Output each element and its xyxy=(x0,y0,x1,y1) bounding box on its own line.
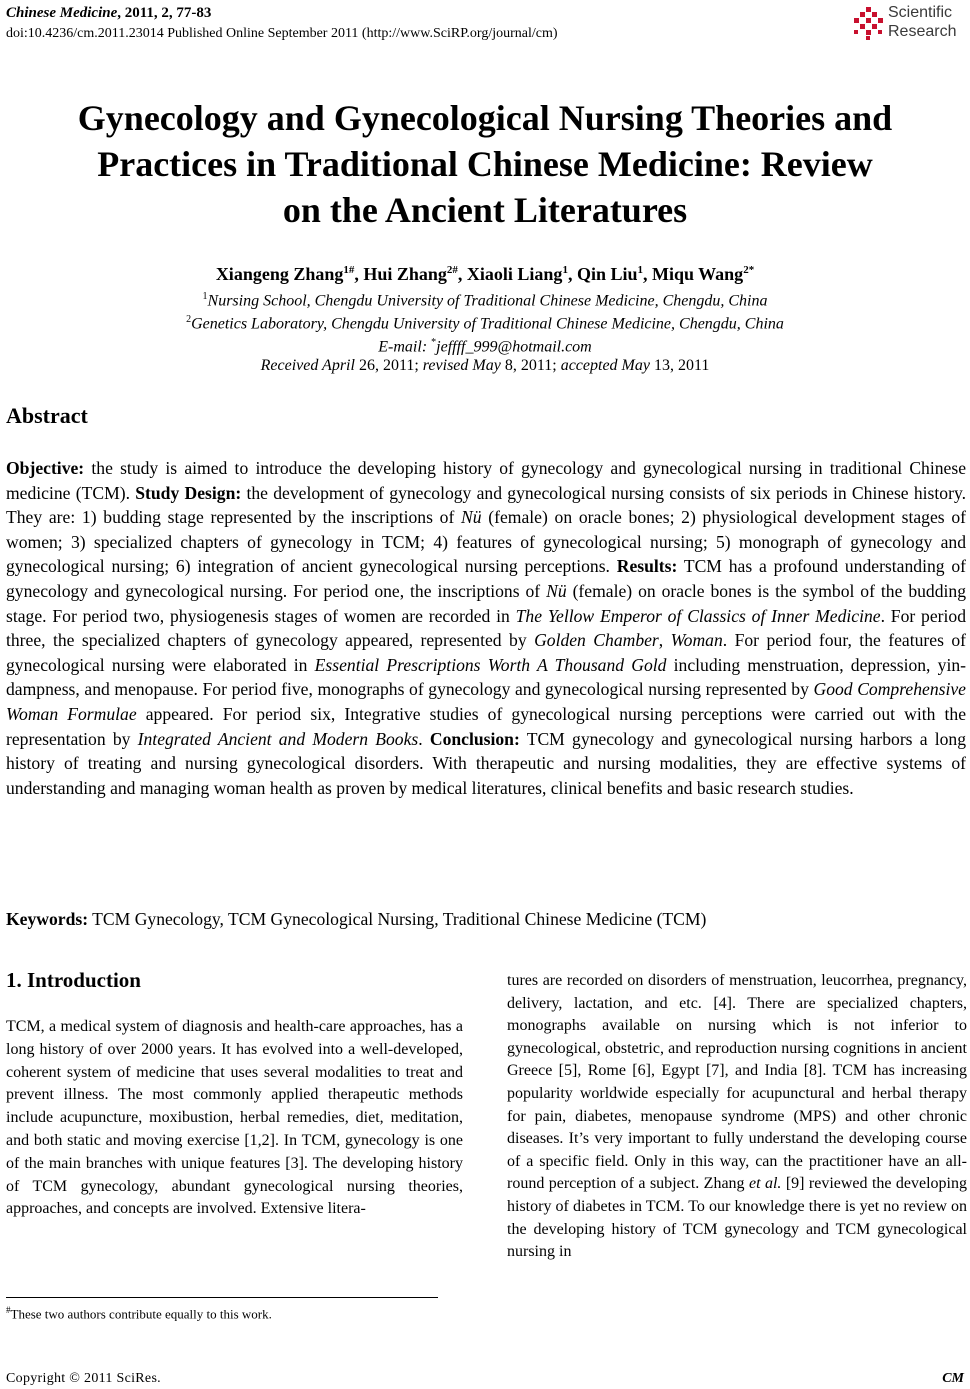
author-name: Xiangeng Zhang xyxy=(215,264,344,284)
volume-pages: , 2011, 2, 77-83 xyxy=(117,5,212,21)
received-dates: Received April 26, 2011; revised May 8, 2011; accepted May 13, 2011 xyxy=(260,357,710,374)
paper-title xyxy=(0,95,970,233)
author-sup: 1# xyxy=(343,264,355,276)
email-address[interactable]: jeffff_999@hotmail.com xyxy=(436,338,592,356)
author-name: Xiaoli Liang xyxy=(466,264,563,284)
footnote: #These two authors contribute equally to this work. xyxy=(6,1305,272,1322)
doi-line: doi:10.4236/cm.2011.23014 Published Online September 2011 (http://www.SciRP.org/journal/cm) xyxy=(6,26,558,41)
objective-label: Objective: xyxy=(6,458,85,478)
footnote-rule xyxy=(6,1297,438,1298)
affiliation-1: $^1$Nursing School, Chengdu University of Traditional Chinese Medicine, Chengdu, China xyxy=(202,291,768,310)
title-line-2: Practices in Traditional Chinese Medicine: Review xyxy=(97,144,873,184)
intro-right-column: tures are recorded on disorders of menstruation, leucorrhea, pregnancy, delivery, lactation, and etc. [4]. There are specialized chapters, monographs available on nursing which is not inferior to gynecological, obstetric, and reproduction nursing cognitions in ancient Greece [5], Rome [6], Egypt [7], and India [8]. TCM has increasing popularity worldwide especially for acupunctural and herbal therapy for pain, diabetes, menopause syndrome (MPS) and other chronic diseases. It’s very important to fully understand the developing course of a specific field. Only in this way, can the practitioner have an all-round perception of a subject. Zhang et al. [9] reviewed the developing history of diabetes in TCM. To our knowledge there is yet no review on the developing history of TCM gynecology and TCM gynecological nursing in xyxy=(507,972,968,1261)
email-line: E-mail: *jeffff_999@hotmail.com xyxy=(378,337,592,356)
title-line-1: Gynecology and Gynecological Nursing Theories and xyxy=(77,98,893,138)
journal-abbr-footer: CM xyxy=(942,1371,964,1386)
logo-line-2: Research xyxy=(888,23,957,40)
copyright-footer: Copyright © 2011 SciRes. xyxy=(6,1371,161,1386)
author-sup: 1 xyxy=(562,264,568,276)
author-sup: 2# xyxy=(446,264,458,276)
author-name: Qin Liu xyxy=(576,264,638,284)
author-sup: 1 xyxy=(637,264,643,276)
scientific-research-logo-icon xyxy=(852,7,886,41)
section-heading-introduction: 1. Introduction xyxy=(6,968,141,992)
keywords-label: Keywords: xyxy=(6,909,89,929)
design-label: Study Design: xyxy=(135,482,242,503)
author-list: Xiangeng Zhang$^{1\#}$, Hui Zhang$^{2\#}$, Xiaoli Liang$^1$, Qin Liu$^1$, Miqu Wang$^{2*}$ xyxy=(215,264,755,284)
abstract-body: Objective: the study is aimed to introduce the developing history of gynecology and gynecological nursing in traditional Chinese medicine (TCM). Study Design: the development of gynecology and gynecological nursing consists of six periods in Chinese history. They are: 1) budding stage represented by the inscriptions of Nü (female) on oracle bones; 2) physiological development stages of women; 3) specialized chapters of gynecology in TCM; 4) features of gynecological nursing; 5) monograph of gynecology and gynecological nursing; 6) integration of ancient gynecological nursing perceptions. Results: TCM has a profound understanding of gynecology and gynecological nursing. For period one, the inscriptions of Nü (female) on oracle bones is the symbol of the budding stage. For period two, physiogenesis stages of women are recorded in The Yellow Emperor of Classics of Inner Medicine. For period three, the specialized chapters of gynecology appeared, represented by Golden Chamber, Woman. For period four, the features of gynecological nursing were elaborated in Essential Prescriptions Worth A Thousand Gold including menstruation, depression, yin-dampness, and menopause. For period five, monographs of gynecology and gynecological nursing represented by Good Comprehensive Woman Formulae appeared. For period six, Integrative studies of gynecological nursing perceptions were carried out with the representation by Integrated Ancient and Modern Books. Conclusion: TCM gynecology and gynecological nursing harbors a long history of treating and nursing gynecological disorders. With therapeutic and nursing modalities, they are effective systems of understanding and managing woman health as proven by medical literatures, clinical benefits and basic research studies. xyxy=(6,458,967,798)
author-name: Hui Zhang xyxy=(363,264,447,284)
intro-left-column: TCM, a medical system of diagnosis and health-care approaches, has a long history of over 2000 years. It has evolved into a well-developed, coherent system of medicine that uses several modalities to treat and prevent illness. The most commonly applied therapeutic methods include acupuncture, moxibustion, herbal remedies, diet, meditation, and both static and moving exercise [1,2]. In TCM, gynecology is one of the main branches with unique features [3]. The developing history of TCM gynecology, abundant gynecological nursing theories, approaches, and concepts are involved. Extensive litera- xyxy=(6,1018,463,1218)
journal-name: Chinese Medicine xyxy=(6,5,118,21)
abstract-heading: Abstract xyxy=(6,403,88,428)
results-label: Results: xyxy=(616,556,678,577)
publisher-logo xyxy=(852,3,970,45)
keywords-text: TCM Gynecology, TCM Gynecological Nursing, Traditional Chinese Medicine (TCM) xyxy=(88,909,707,929)
affiliation-2: $^2$Genetics Laboratory, Chengdu University of Traditional Chinese Medicine, Chengdu, China xyxy=(186,314,784,333)
keywords xyxy=(6,907,966,931)
author-sup: 2* xyxy=(743,264,755,276)
logo-line-1: Scientific xyxy=(888,4,953,21)
logo-wordmark xyxy=(888,3,956,41)
conclusion-label: Conclusion: xyxy=(429,728,520,749)
author-name: Miqu Wang xyxy=(651,264,744,284)
title-line-3: on the Ancient Literatures xyxy=(282,190,688,230)
journal-citation xyxy=(6,4,211,22)
